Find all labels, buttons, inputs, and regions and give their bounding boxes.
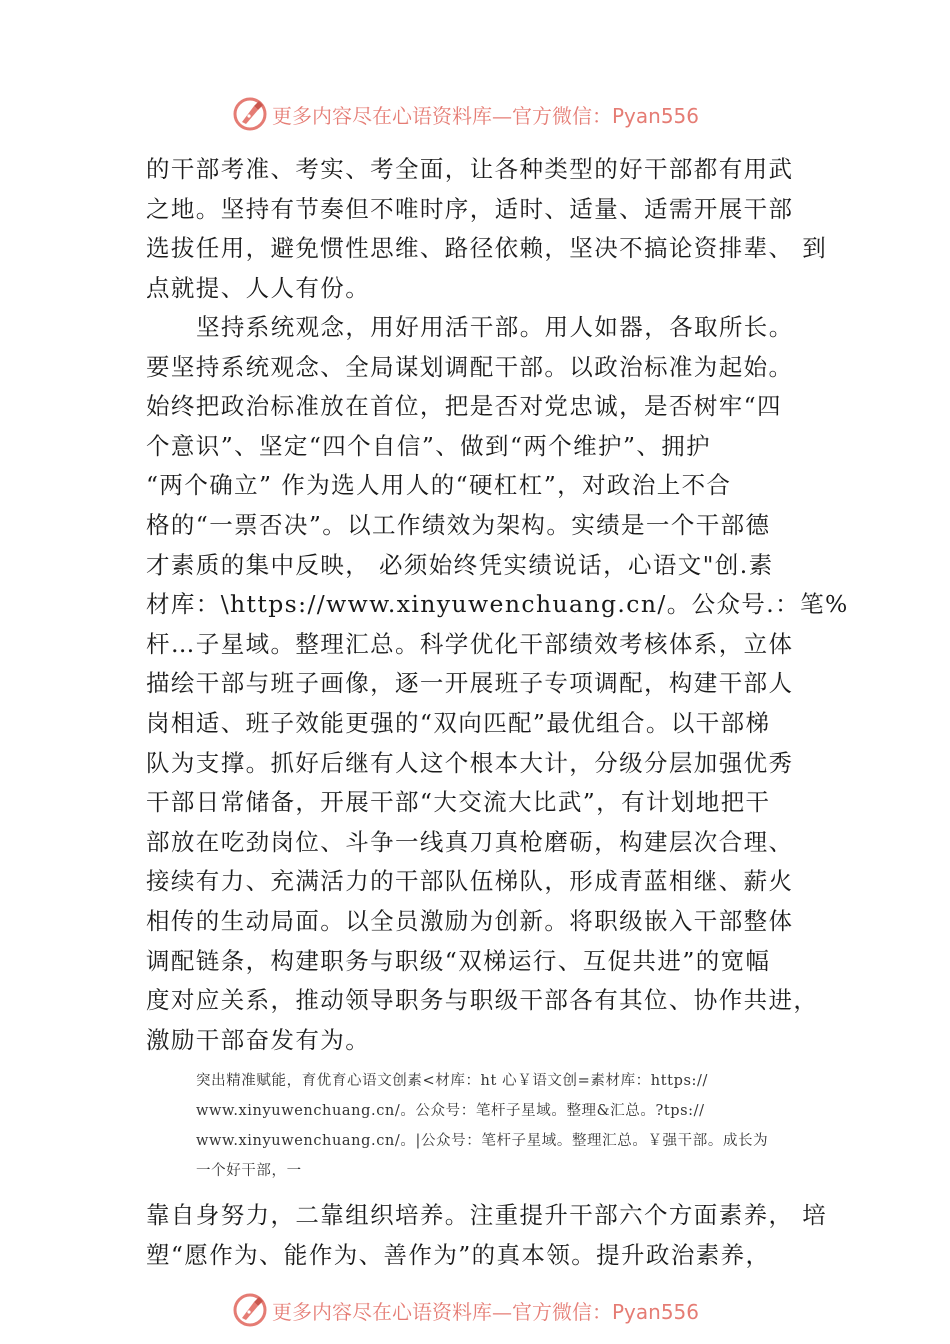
pen-nib-seal-icon [232, 96, 268, 132]
wechat-id: Pyan556 [612, 103, 700, 128]
banner-text: 更多内容尽在心语资料库—官方微信：Pyan556 [272, 103, 700, 128]
text-line: 接续有力、充满活力的干部队伍梯队，形成青蓝相继、薪火 [146, 867, 794, 896]
footer-banner [232, 1290, 752, 1330]
note-line: www.xinyuwenchuang.cn/。公众号：笔杆子星域。整理&汇总。?tps:// [196, 1103, 705, 1119]
text-line: 干部日常储备，开展干部“大交流大比武”，有计划地把干 [146, 788, 771, 817]
text-line: 激励干部奋发有为。 [146, 1025, 371, 1054]
text-line: 个意识”、坚定“四个自信”、做到“两个维护”、拥护 [146, 431, 712, 460]
header-banner [232, 94, 752, 134]
text-line: 始终把政治标准放在首位，把是否对党忠诚，是否树牢“四 [146, 392, 782, 421]
text-line: 选拔任用，避免惯性思维、路径依赖，坚决不搞论资排辈、 到 [146, 234, 828, 263]
text-line: 靠自身努力，二靠组织培养。注重提升干部六个方面素养， 培 [146, 1201, 828, 1229]
banner-text: 更多内容尽在心语资料库—官方微信：Pyan556 [272, 1299, 700, 1324]
text-line: 度对应关系，推动领导职务与职级干部各有其位、协作共进， [146, 986, 819, 1015]
text-line: 要坚持系统观念、全局谋划调配干部。以政治标准为起始。 [146, 352, 794, 381]
text-line: 材库：\https://www.xinyuwenchuang.cn/。公众号.：笔% [146, 590, 849, 619]
text-line: 坚持系统观念，用好用活干部。用人如器，各取所长。 [196, 313, 794, 341]
text-line: 点就提、人人有份。 [146, 273, 371, 302]
text-line: 队为支撑。抓好后继有人这个根本大计，分级分层加强优秀 [146, 748, 794, 777]
text-line: 岗相适、班子效能更强的“双向匹配”最优组合。以干部梯 [146, 708, 771, 737]
text-line: 调配链条，构建职务与职级“双梯运行、互促共进”的宽幅 [146, 946, 771, 975]
note-line: www.xinyuwenchuang.cn/。|公众号：笔杆子星域。整理汇总。￥强干部。成长为 [196, 1133, 769, 1149]
text-line: “两个确立” 作为选人用人的“硬杠杠”，对政治上不合 [146, 471, 732, 500]
small-note-block [196, 1066, 826, 1186]
text-line: 之地。坚持有节奏但不唯时序，适时、适量、适需开展干部 [146, 194, 794, 223]
wechat-id: Pyan556 [612, 1299, 700, 1324]
paragraph-system-view [146, 308, 849, 1060]
text-line: 杆…子星域。整理汇总。科学优化干部绩效考核体系，立体 [146, 629, 794, 658]
text-line: 部放在吃劲岗位、斗争一线真刀真枪磨砺，构建层次合理、 [146, 827, 794, 856]
text-line: 格的“一票否决”。以工作绩效为架构。实绩是一个干部德 [146, 510, 771, 539]
text-line: 描绘干部与班子画像，逐一开展班子专项调配，构建干部人 [146, 669, 794, 698]
paragraph-cultivation [146, 1196, 826, 1275]
text-line: 相传的生动局面。以全员激励为创新。将职级嵌入干部整体 [146, 906, 794, 935]
text-line: 塑“愿作为、能作为、善作为”的真本领。提升政治素养， [146, 1240, 771, 1269]
pen-nib-seal-icon [232, 1292, 268, 1328]
paragraph-continued [146, 150, 826, 308]
text-line: 的干部考准、考实、考全面，让各种类型的好干部都有用武 [146, 155, 794, 183]
note-line: 突出精准赋能，育优育心语文创素<材库：ht 心￥语文创=素材库：https:// [196, 1073, 708, 1089]
text-line: 才素质的集中反映， 必须始终凭实绩说话，心语文"创.素 [146, 550, 774, 579]
note-line: 一个好干部，一 [196, 1163, 302, 1179]
